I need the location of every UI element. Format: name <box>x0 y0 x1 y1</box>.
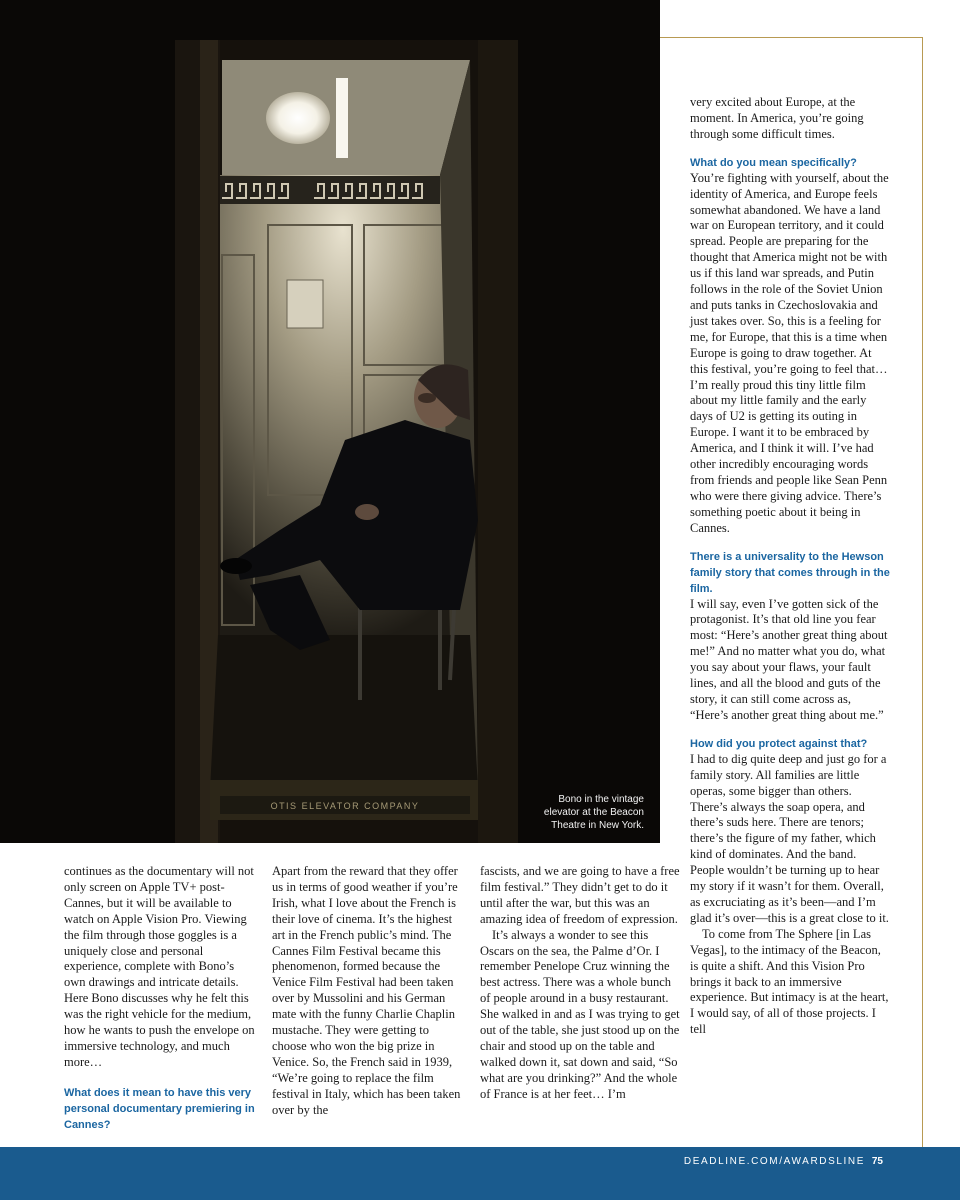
photo-caption <box>520 793 644 832</box>
interview-question: How did you protect against that? <box>690 737 868 750</box>
decorative-rule-top <box>660 37 923 38</box>
caption-line: Bono in the vintage <box>558 794 644 805</box>
interview-question: What does it mean to have this very personal documentary premiering in Cannes? <box>64 1086 255 1131</box>
elevator-sign-text: OTIS ELEVATOR COMPANY <box>270 801 420 811</box>
paragraph: I had to dig quite deep and just go for a family story. All families are little operas, some bigger than others. There’s always the soap opera, and there’s suds here. There are tenors; there’s the figure of my father, which kind of dominates. And the band. People wouldn’t be turning up to hear my story if it wasn’t for them. Overall, as excruciating as it’s been—and I’m glad it’s over—this is a great close to it. <box>690 751 889 925</box>
paragraph: To come from The Sphere [in Las Vegas], to the intimacy of the Beacon, is quite a shift. And this Vision Pro brings it back to an immersive experience. But intimacy is at the heart, I would say, of all of those projects. I tell <box>690 926 889 1037</box>
paragraph: You’re fighting with yourself, about the identity of America, and Europe feels somewhat abandoned. We have a land war on European territory, and it could spread. People are preparing for the thought that America might not be with us if this land war spreads, and Putin follows in the role of the Soviet Union and puts tanks in Czechoslovakia and just takes over. So, this is a feeling for me, for Europe, that this is a time when Europe is going to draw together. At this festival, you’re going to feel that… I’m really proud this tiny little film about my little family and the early days of U2 is getting its outing in Europe. I want it to be embraced by America, and I think it will. I’ve had other incredibly encouraging words from friends and people like Sean Penn who were there giving advice. There’s something poetic about it being in Cannes. <box>690 170 889 535</box>
decorative-rule-right <box>922 37 923 1147</box>
bottom-text-column-1 <box>64 864 256 1133</box>
caption-line: Theatre in New York. <box>551 820 644 831</box>
paragraph: Apart from the reward that they offer us in terms of good weather if you’re Irish, what I love about the French is their love of cinema. It’s the highest art in the French public’s mind. The Cannes Film Festival became this phenomenon, formed because the Venice Film Festival had been taken over by Mussolini and his German mate with the funny Charlie Chaplin mustache. They were getting to choose who won the big prize in Venice. So, the French said in 1939, “We’re going to replace the film festival in Italy, which has been taken over by the <box>272 864 461 1117</box>
bono-elevator-photo <box>0 0 660 843</box>
paragraph: I will say, even I’ve gotten sick of the protagonist. It’s that old line you fear most: “Here’s another great thing about me!” And no matter what you do, what you say about your flaws, your fault lines, and all the blood and guts of the story, it can still come across as, “Here’s another great thing about me.” <box>690 596 888 722</box>
interview-question: What do you mean specifically? <box>690 156 857 169</box>
right-text-column <box>690 95 890 1038</box>
interview-question: There is a universality to the Hewson family story that comes through in the film. <box>690 550 890 595</box>
page-number: 75 <box>871 1156 883 1167</box>
footer-site-link[interactable]: DEADLINE.COM/AWARDSLINE <box>683 1156 865 1167</box>
paragraph: continues as the documentary will not only screen on Apple TV+ post-Cannes, but it will be available to watch on Apple Vision Pro. Viewing the film through those goggles is a uniquely close and personal experience, complete with Bono’s own drawings and intricate details. Here Bono discusses why he felt this was the right vehicle for the medium, how he wants to push the envelope on immersive technology, and much more… <box>64 864 255 1069</box>
caption-line: elevator at the Beacon <box>543 807 644 818</box>
footer-bar <box>0 1147 960 1200</box>
paragraph: fascists, and we are going to have a free film festival.” They didn’t get to do it until after the war, but this was an amazing idea of freedom of expression. <box>480 864 680 926</box>
paragraph: very excited about Europe, at the moment. In America, you’re going through some difficult times. <box>690 95 864 141</box>
bottom-text-column-2 <box>272 864 464 1119</box>
bottom-text-column-3 <box>480 864 680 1103</box>
paragraph: It’s always a wonder to see this Oscars on the sea, the Palme d’Or. I remember Penelope Cruz winning the best actress. There was a whole bunch of people around in a busy restaurant. She walked in and as I was trying to get out of the table, she just stood up on the chair and stood up on the table and walked down it, sat down and said, “So what are you drinking?” And the whole of France is at her feet… I’m <box>480 927 680 1101</box>
